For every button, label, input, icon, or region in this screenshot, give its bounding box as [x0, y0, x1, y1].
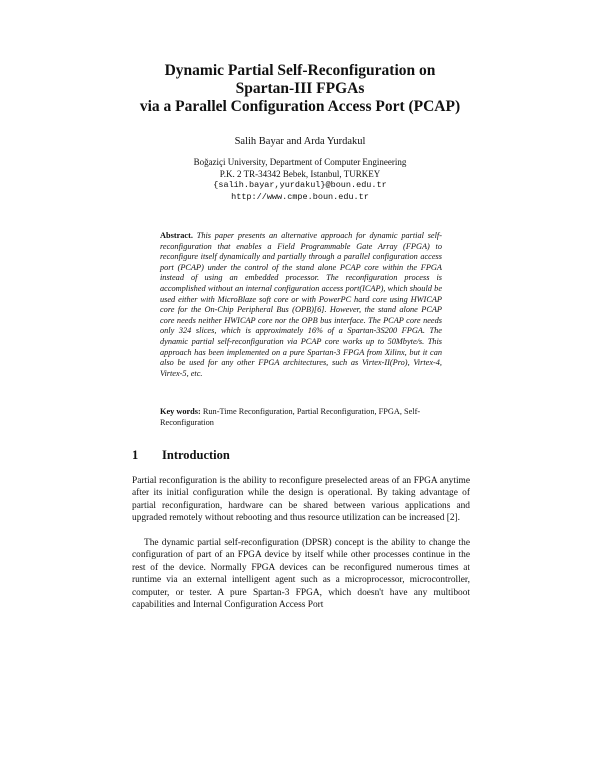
author-list: Salih Bayar and Arda Yurdakul: [234, 136, 366, 147]
section-number: 1: [132, 448, 139, 462]
abstract-text: This paper presents an alternative approach for dynamic partial self-reconfiguration that enables a Field Programmable Gate Array (FPGA) to reconfigure itself dynamically and partially through a parallel configuration access port (PCAP) under the control of the stand alone PCAP core within the FPGA instead of using an embedded processor. The reconfiguration process is accomplished without an internal configuration access port(ICAP), which should be used either with MicroBlaze soft core or with PowerPC hard core using HWICAP core for the On-Chip Peripheral Bus (OPB)[6]. However, the stand alone PCAP core needs neither HWICAP core nor the OPB bus interface. The PCAP core needs only 324 slices, which is approximately 16% of a Spartan-3S200 FPGA. The dynamic partial self-reconfiguration via PCAP core works up to 50Mbyte/s. This approach has been implemented on a pure Spartan-3 FPGA from Xilinx, but it can also be used for any other FPGA architectures, such as Virtex-II(Pro), Virtex-4, Virtex-5, etc.: [160, 231, 442, 378]
paragraph: The dynamic partial self-reconfiguration (DPSR) concept is the ability to change the configuration of part of an FPGA device by itself while other processes continue in the rest of the device. Normally FPGA devices can be reconfigured numerous times at runtime via an external intelligent agent such as a microprocessor, microcontroller, computer, or tester. A pure Spartan-3 FPGA, which doesn't have any multiboot capabilities and Internal Configuration Access Port: [132, 538, 470, 611]
keywords: [160, 406, 442, 428]
title-line-1: Dynamic Partial Self-Reconfiguration on: [164, 62, 436, 79]
keywords-text: Run-Time Reconfiguration, Partial Reconfiguration, FPGA, Self-Reconfiguration: [160, 407, 421, 427]
paper-title: [100, 62, 500, 116]
abstract-label: Abstract.: [160, 231, 193, 240]
affiliation-email: {salih.bayar,yurdakul}@boun.edu.tr: [213, 180, 387, 190]
affiliation-university: Boğaziçi University, Department of Computer Engineering: [193, 157, 407, 167]
paragraph: Partial reconfiguration is the ability to reconfigure preselected areas of an FPGA anytime after its initial configuration while the design is operational. By taking advantage of partial reconfiguration, hardware can be shared between various applications and upgraded remotely without rebooting and thus resource utilization can be increased [2].: [132, 476, 470, 524]
keywords-label: Key words:: [160, 407, 201, 416]
affiliation-block: [100, 157, 500, 203]
affiliation-address: P.K. 2 TR-34342 Bebek, Istanbul, TURKEY: [219, 168, 381, 179]
section-heading: [132, 448, 472, 463]
affiliation-url: http://www.cmpe.boun.edu.tr: [231, 191, 369, 202]
section-title: Introduction: [162, 448, 230, 462]
title-line-2: Spartan-III FPGAs: [235, 80, 365, 97]
abstract: [160, 231, 442, 379]
title-line-3: via a Parallel Configuration Access Port (PCAP): [139, 98, 461, 115]
